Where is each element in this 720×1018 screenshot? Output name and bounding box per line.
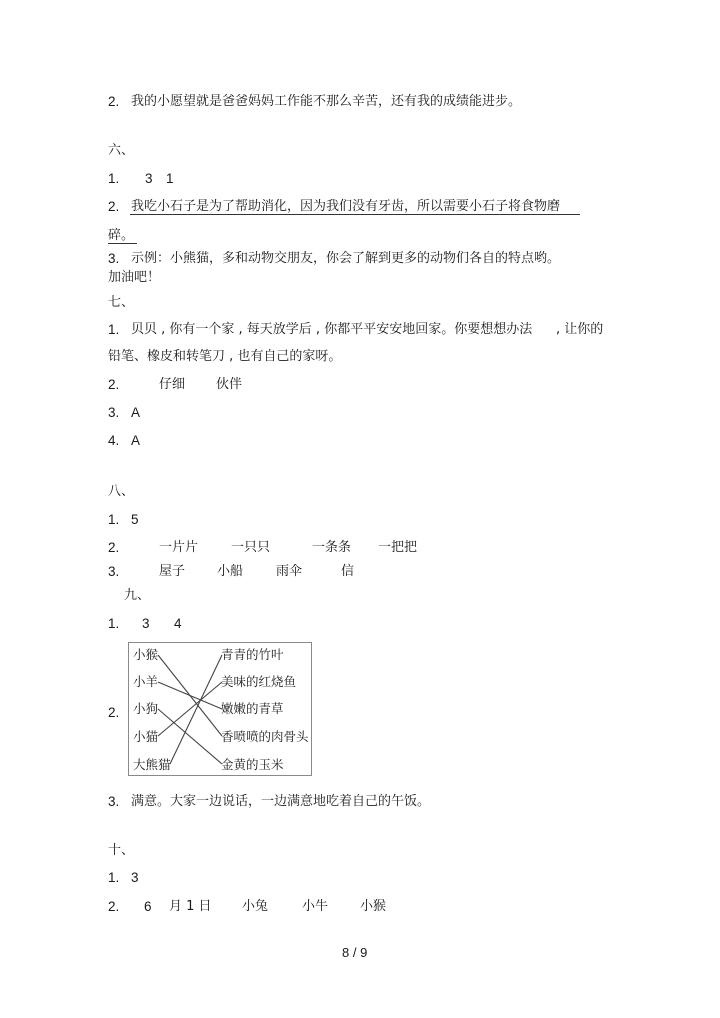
- section-heading-6: 六、: [108, 143, 135, 158]
- item-number: 2.: [108, 705, 120, 720]
- item-number: 2.: [108, 94, 120, 109]
- item-number: 2.: [108, 199, 120, 214]
- answer-value: 3: [145, 171, 153, 186]
- item-number: 3.: [108, 794, 120, 809]
- match-left-item: 小猫: [133, 729, 159, 744]
- item-number: 1.: [108, 512, 120, 527]
- answer-value: 3: [142, 616, 150, 631]
- answer-value: 1: [166, 171, 174, 186]
- match-line: [170, 655, 222, 764]
- answer-value: 3: [131, 870, 139, 885]
- answer-word: 一把把: [378, 540, 418, 555]
- match-left-item: 小猴: [133, 647, 159, 662]
- answer-text: 示例：小熊猫，多和动物交朋友，你会了解到更多的动物们各自的特点哟。: [131, 251, 561, 266]
- answer-text: 贝贝 , 你有一个家 , 每天放学后 , 你都平平安安地回家。你要想想办法: [131, 322, 533, 337]
- match-right-item: 青青的竹叶: [221, 647, 284, 662]
- match-left-item: 小狗: [133, 701, 159, 716]
- answer-word: 小牛: [302, 899, 329, 914]
- match-line: [158, 682, 222, 736]
- item-number: 4.: [108, 433, 120, 448]
- item-number: 1.: [108, 870, 120, 885]
- matching-diagram: [128, 642, 312, 776]
- answer-word: 一只只: [231, 540, 271, 555]
- item-number: 3.: [108, 405, 120, 420]
- answer-value: 6: [144, 899, 152, 914]
- match-line: [158, 709, 222, 764]
- section-heading-10: 十、: [108, 843, 135, 858]
- answer-word: 月 1 日: [169, 899, 212, 914]
- answer-word: 雨伞: [276, 564, 303, 579]
- answer-word: 小猴: [360, 899, 387, 914]
- answer-word: 伙伴: [216, 377, 243, 392]
- answer-text: 我吃小石子是为了帮助消化，因为我们没有牙齿，所以需要小石子将食物磨: [131, 199, 561, 214]
- section-heading-9: 九、: [124, 588, 151, 603]
- answer-word: 仔细: [159, 377, 186, 392]
- answer-word: 信: [341, 564, 355, 579]
- item-number: 2.: [108, 899, 120, 914]
- answer-word: 小船: [217, 564, 244, 579]
- answer-value: A: [131, 433, 141, 448]
- answer-text-continued: 碎。: [108, 228, 135, 243]
- item-number: 1.: [108, 171, 120, 186]
- underline: [108, 243, 137, 244]
- matching-lines: [128, 642, 312, 776]
- match-right-item: 嫩嫩的青草: [221, 701, 284, 716]
- item-number: 1.: [108, 322, 120, 337]
- answer-text: 我的小愿望就是爸爸妈妈工作能不那么辛苦，还有我的成绩能进步。: [131, 94, 522, 109]
- answer-value: 4: [174, 616, 182, 631]
- answer-word: 屋子: [159, 564, 186, 579]
- answer-value: 5: [131, 512, 139, 527]
- underline: [130, 214, 580, 215]
- match-left-item: 大熊猫: [133, 757, 171, 772]
- section-heading-7: 七、: [108, 295, 135, 310]
- answer-value: A: [131, 405, 141, 420]
- answer-word: 小兔: [242, 899, 269, 914]
- page-number: 8 / 9: [342, 945, 368, 960]
- match-right-item: 美味的红烧鱼: [221, 674, 297, 689]
- match-right-item: 金黄的玉米: [221, 757, 284, 772]
- answer-text-continued: 铅笔、橡皮和转笔刀 , 也有自己的家呀。: [108, 349, 342, 364]
- item-number: 2.: [108, 540, 120, 555]
- answer-text-tail: , 让你的: [556, 322, 604, 337]
- item-number: 1.: [108, 616, 120, 631]
- match-right-item: 香喷喷的肉骨头: [221, 729, 309, 744]
- answer-text: 满意。大家一边说话，一边满意地吃着自己的午饭。: [131, 794, 431, 809]
- section-heading-8: 八、: [108, 484, 135, 499]
- item-number: 3.: [108, 251, 120, 266]
- item-number: 3.: [108, 564, 120, 579]
- item-number: 2.: [108, 377, 120, 392]
- answer-word: 一片片: [159, 540, 199, 555]
- match-left-item: 小羊: [133, 674, 159, 689]
- answer-word: 一条条: [312, 540, 352, 555]
- match-line: [158, 682, 222, 709]
- answer-text-continued: 加油吧！: [108, 270, 161, 285]
